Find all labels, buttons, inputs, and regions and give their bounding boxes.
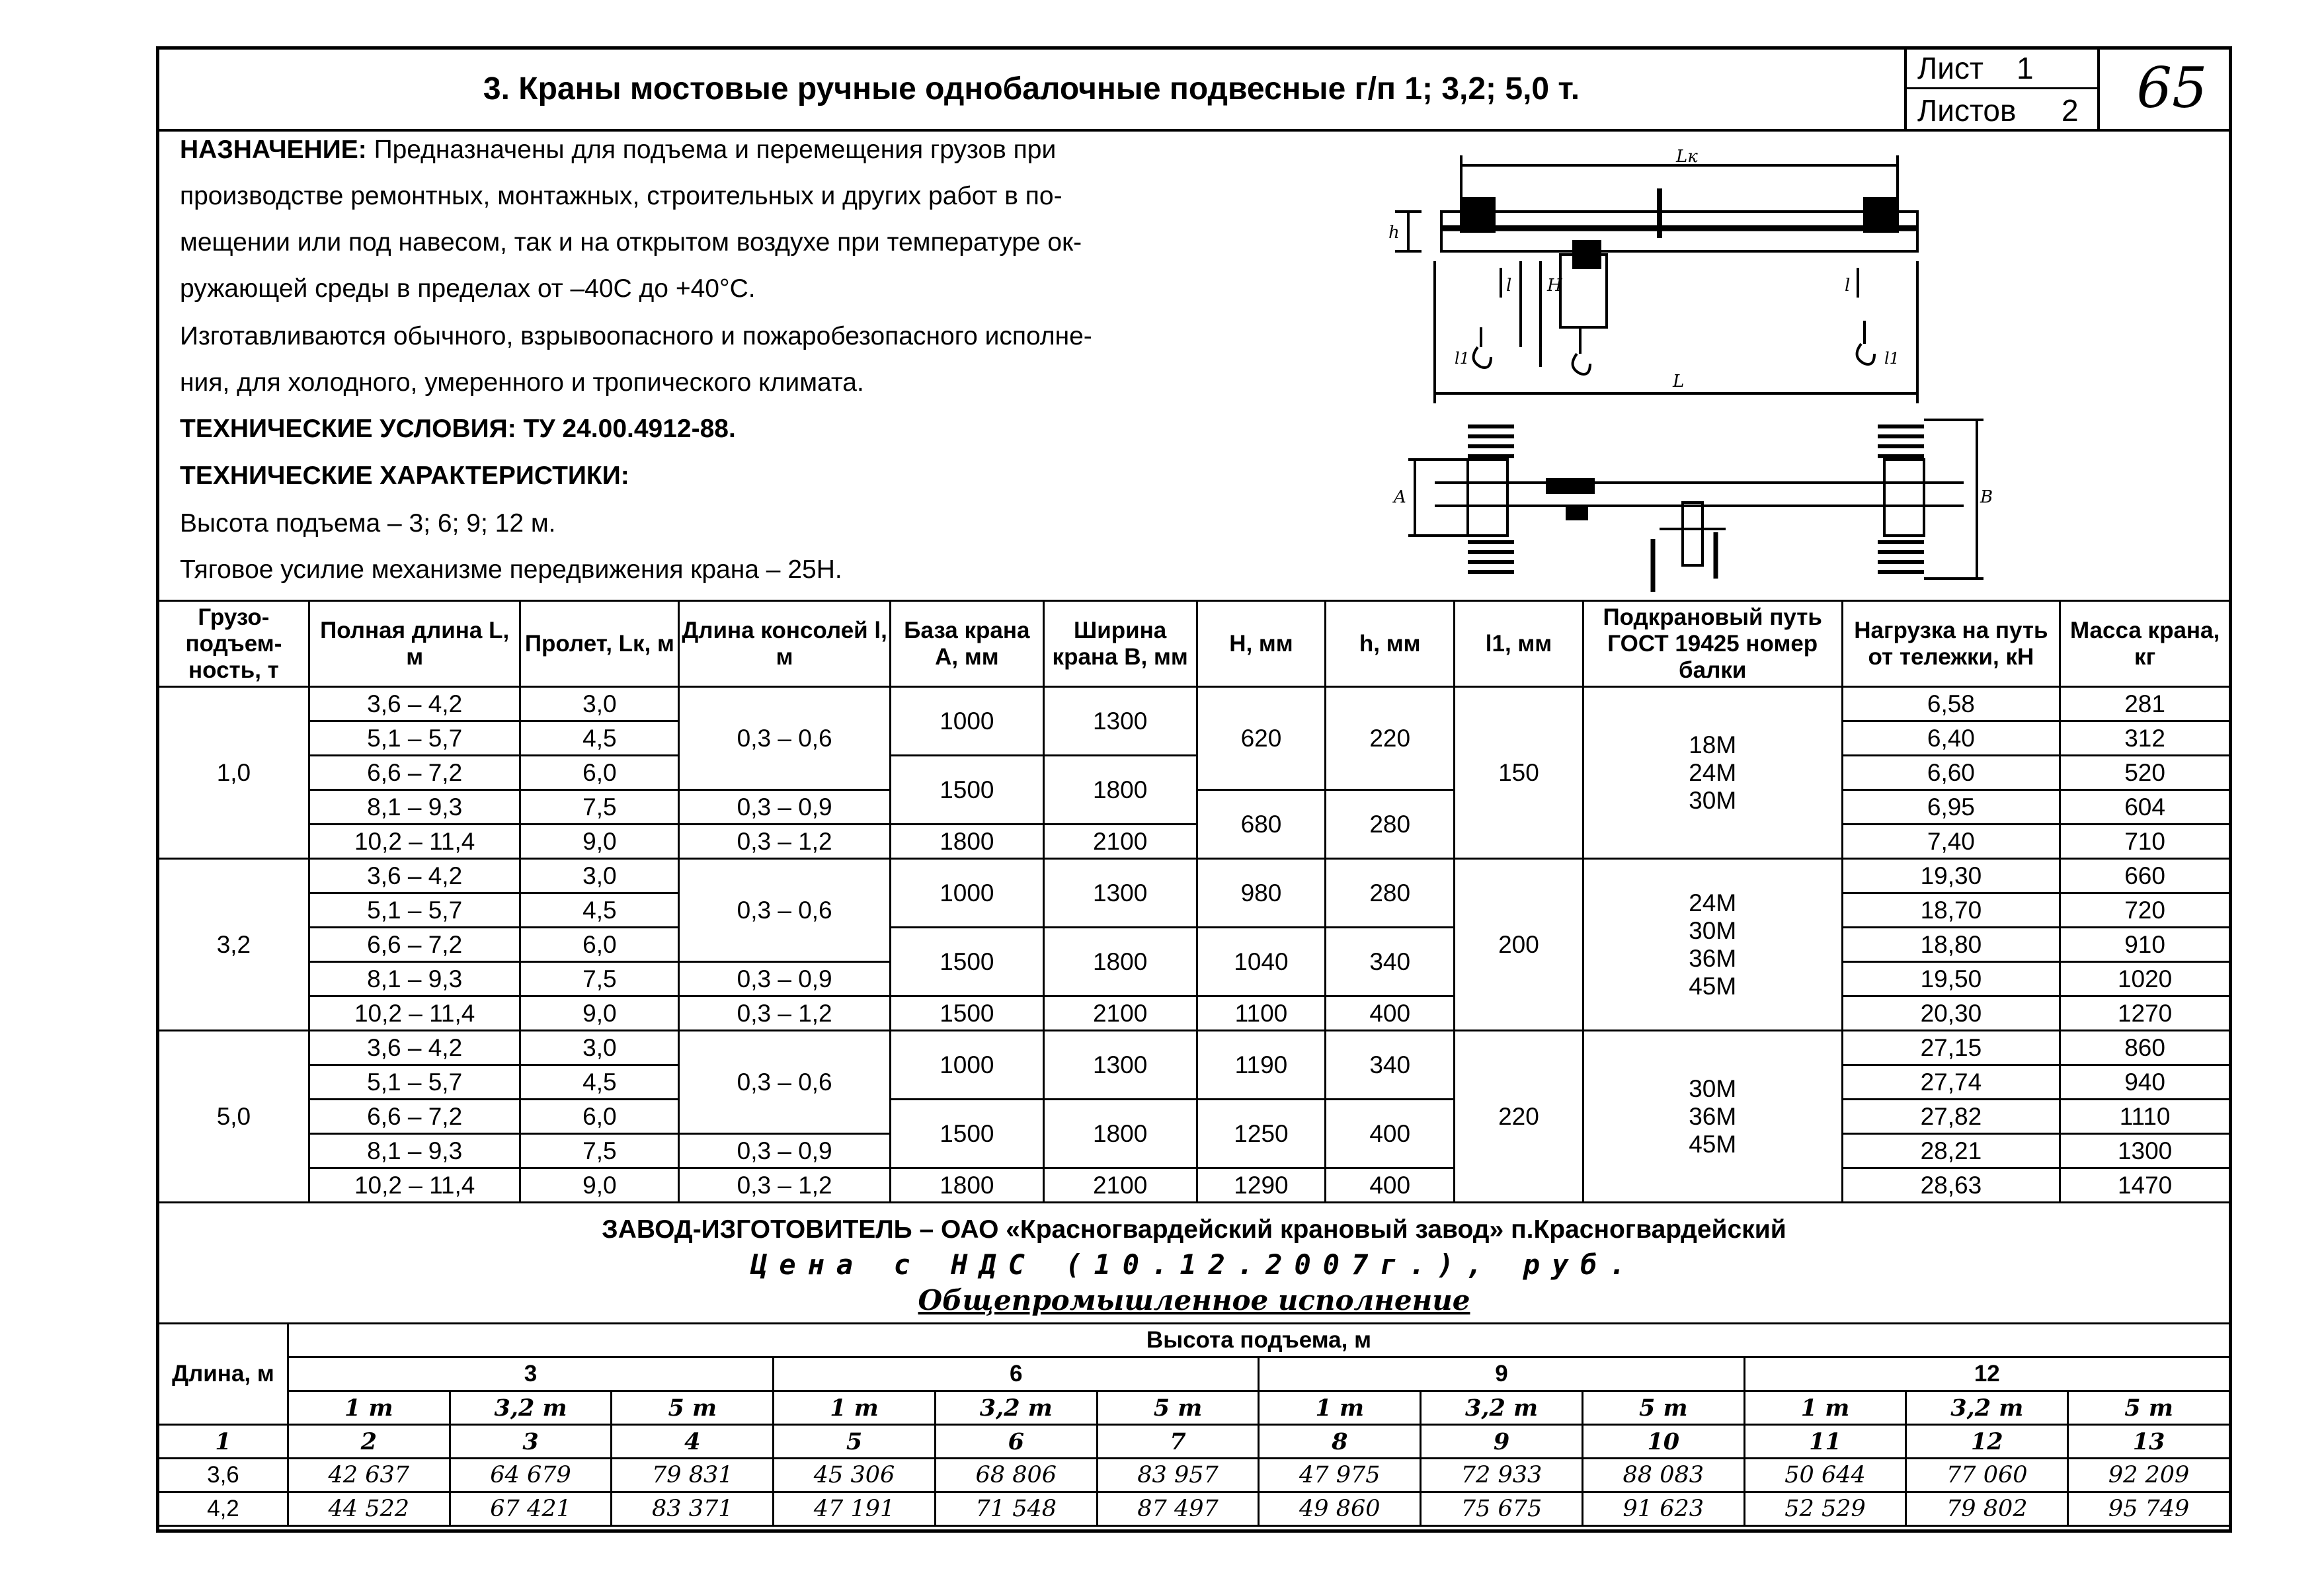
load-cell: 6,95 <box>1842 790 2060 825</box>
column-number: 3 <box>450 1425 612 1459</box>
col-header-full-length: Полная длина L, м <box>309 601 520 687</box>
H-cell: 620 <box>1197 687 1326 790</box>
beam-value: 24М <box>1689 889 1737 916</box>
price-cell: 79 831 <box>612 1459 774 1492</box>
technical-characteristics: ТЕХНИЧЕСКИЕ ХАРАКТЕРИСТИКИ: <box>180 462 629 490</box>
base-cell: 1000 <box>890 859 1043 928</box>
base-cell: 1000 <box>890 1031 1043 1100</box>
mass-cell: 1270 <box>2060 996 2230 1031</box>
mass-cell: 720 <box>2060 893 2230 928</box>
manufacturer-line: ЗАВОД-ИЗГОТОВИТЕЛЬ – ОАО «Красногвардейский крановый завод» п.Красногвардейский <box>602 1215 1786 1244</box>
length-cell: 6,6 – 7,2 <box>309 756 520 790</box>
length-header: Длина, м <box>159 1324 288 1425</box>
purpose-line-4: ружающей среды в пределах от –40С до +40°С. <box>180 274 756 303</box>
h-cell: 340 <box>1326 1031 1455 1100</box>
span-cell: 6,0 <box>520 756 679 790</box>
load-cell: 20,30 <box>1842 996 2060 1031</box>
price-cell: 68 806 <box>935 1459 1097 1492</box>
load-cell: 6,58 <box>1842 687 2060 721</box>
price-capacity-row <box>159 1391 2230 1425</box>
h-cell: 400 <box>1326 996 1455 1031</box>
capacity-cell: 5,0 <box>159 1031 309 1203</box>
pagenum-vertical-divider <box>2097 46 2100 131</box>
capacity-header: 5 т <box>2068 1391 2230 1425</box>
span-cell: 3,0 <box>520 687 679 721</box>
load-cell: 18,80 <box>1842 928 2060 962</box>
load-cell: 18,70 <box>1842 893 2060 928</box>
beam-value: 30М <box>1689 1074 1737 1102</box>
h-cell: 280 <box>1326 790 1455 859</box>
beam-value: 36М <box>1689 944 1737 972</box>
sheets-value: 2 <box>2062 93 2079 128</box>
drawing-label-h-big: H <box>1547 276 1562 296</box>
price-cell: 87 497 <box>1097 1492 1259 1526</box>
length-cell: 3,6 – 4,2 <box>309 859 520 893</box>
price-cell: 42 637 <box>288 1459 450 1492</box>
drawing-label-B: B <box>1980 487 1993 507</box>
span-cell: 3,0 <box>520 859 679 893</box>
H-cell: 980 <box>1197 859 1326 928</box>
col-header-beam: Подкрановый путь ГОСТ 19425 номер балки <box>1583 601 1842 687</box>
column-number: 2 <box>288 1425 450 1459</box>
price-table <box>157 1322 2231 1527</box>
length-cell: 5,1 – 5,7 <box>309 893 520 928</box>
sheet-label: Лист <box>1917 51 1983 85</box>
crane-top-view-drawing <box>1382 413 1997 598</box>
purpose-line-3: мещении или под навесом, так и на открытом воздухе при температуре ок- <box>180 228 1082 257</box>
drawing-label-l1-left: l1 <box>1455 349 1470 368</box>
H-cell: 1190 <box>1197 1031 1326 1100</box>
load-cell: 19,30 <box>1842 859 2060 893</box>
column-number: 7 <box>1097 1425 1259 1459</box>
mass-cell: 860 <box>2060 1031 2230 1065</box>
crane-side-view-drawing <box>1382 149 1964 407</box>
load-cell: 28,63 <box>1842 1168 2060 1203</box>
column-number: 10 <box>1582 1425 1744 1459</box>
length-cell: 5,1 – 5,7 <box>309 1065 520 1100</box>
height-value: 3 <box>288 1357 773 1391</box>
height-value: 12 <box>1744 1357 2229 1391</box>
console-cell: 0,3 – 0,6 <box>679 687 891 790</box>
length-cell: 10,2 – 11,4 <box>309 1168 520 1203</box>
base-cell: 1800 <box>890 825 1043 859</box>
price-cell: 67 421 <box>450 1492 612 1526</box>
price-title: Цена с НДС (10.12.2007г.), руб. <box>750 1248 1638 1281</box>
price-cell: 88 083 <box>1582 1459 1744 1492</box>
col-header-span: Пролет, Lк, м <box>520 601 679 687</box>
console-cell: 0,3 – 1,2 <box>679 825 891 859</box>
price-cell: 50 644 <box>1744 1459 1906 1492</box>
table-row <box>159 825 2230 859</box>
width-cell: 1300 <box>1043 1031 1197 1100</box>
width-cell: 1800 <box>1043 756 1197 825</box>
h-cell: 400 <box>1326 1100 1455 1168</box>
price-cell: 77 060 <box>1906 1459 2068 1492</box>
console-cell: 0,3 – 0,6 <box>679 859 891 962</box>
purpose-text-1: Предназначены для подъема и перемещения грузов при <box>374 136 1057 164</box>
beam-cell <box>1583 1031 1842 1203</box>
length-cell: 3,6 – 4,2 <box>309 687 520 721</box>
table-row <box>159 996 2230 1031</box>
col-header-capacity: Грузо-подъем-ность, т <box>159 601 309 687</box>
price-cell: 83 371 <box>612 1492 774 1526</box>
console-cell: 0,3 – 0,9 <box>679 790 891 825</box>
load-cell: 19,50 <box>1842 962 2060 996</box>
sheets-label: Листов <box>1917 93 2017 128</box>
console-cell: 0,3 – 0,9 <box>679 962 891 996</box>
mass-cell: 604 <box>2060 790 2230 825</box>
width-cell: 1300 <box>1043 687 1197 756</box>
beam-value: 30М <box>1689 916 1737 944</box>
beam-cell <box>1583 859 1842 1031</box>
sheet-row-divider <box>1904 87 2097 89</box>
make-line-2: ния, для холодного, умеренного и тропического климата. <box>180 368 864 397</box>
col-header-l1: l1, мм <box>1455 601 1583 687</box>
price-cell: 79 802 <box>1906 1492 2068 1526</box>
column-number: 9 <box>1421 1425 1583 1459</box>
column-number: 6 <box>935 1425 1097 1459</box>
table-row <box>159 687 2230 721</box>
span-cell: 4,5 <box>520 721 679 756</box>
length-cell: 10,2 – 11,4 <box>309 996 520 1031</box>
load-cell: 28,21 <box>1842 1134 2060 1168</box>
purpose-label: НАЗНАЧЕНИЕ: <box>180 136 367 164</box>
page-title: 3. Краны мостовые ручные однобалочные подвесные г/п 1; 3,2; 5,0 т. <box>483 71 1580 106</box>
H-cell: 1250 <box>1197 1100 1326 1168</box>
drawing-label-L: L <box>1673 372 1685 391</box>
capacity-header: 3,2 т <box>450 1391 612 1425</box>
span-cell: 9,0 <box>520 996 679 1031</box>
column-number: 8 <box>1259 1425 1421 1459</box>
price-cell: 64 679 <box>450 1459 612 1492</box>
price-cell: 83 957 <box>1097 1459 1259 1492</box>
h-cell: 220 <box>1326 687 1455 790</box>
table-row <box>159 1031 2230 1065</box>
purpose-line-1 <box>180 136 1056 165</box>
span-cell: 6,0 <box>520 928 679 962</box>
H-cell: 1040 <box>1197 928 1326 996</box>
drawing-label-l-left: l <box>1506 276 1512 296</box>
length-cell: 4,2 <box>159 1492 288 1526</box>
drawing-label-A: A <box>1394 487 1406 507</box>
capacity-header: 1 т <box>1744 1391 1906 1425</box>
height-value: 6 <box>774 1357 1259 1391</box>
price-header-row <box>159 1324 2230 1357</box>
load-cell: 6,40 <box>1842 721 2060 756</box>
beam-value: 18М <box>1689 731 1737 758</box>
load-cell: 27,15 <box>1842 1031 2060 1065</box>
mass-cell: 312 <box>2060 721 2230 756</box>
capacity-header: 1 т <box>1259 1391 1421 1425</box>
lift-height-text: Высота подъема – 3; 6; 9; 12 м. <box>180 509 556 538</box>
H-cell: 680 <box>1197 790 1326 859</box>
spec-table <box>157 600 2231 1203</box>
length-cell: 6,6 – 7,2 <box>309 1100 520 1134</box>
drawing-label-lk: Lк <box>1676 149 1698 167</box>
mass-cell: 660 <box>2060 859 2230 893</box>
span-cell: 3,0 <box>520 1031 679 1065</box>
price-cell: 71 548 <box>935 1492 1097 1526</box>
load-cell: 27,74 <box>1842 1065 2060 1100</box>
H-cell: 1100 <box>1197 996 1326 1031</box>
mass-cell: 1110 <box>2060 1100 2230 1134</box>
width-cell: 2100 <box>1043 1168 1197 1203</box>
price-cell: 91 623 <box>1582 1492 1744 1526</box>
column-number: 4 <box>612 1425 774 1459</box>
mass-cell: 1470 <box>2060 1168 2230 1203</box>
width-cell: 1800 <box>1043 928 1197 996</box>
length-cell: 8,1 – 9,3 <box>309 790 520 825</box>
load-cell: 27,82 <box>1842 1100 2060 1134</box>
col-header-h: h, мм <box>1326 601 1455 687</box>
mass-cell: 1020 <box>2060 962 2230 996</box>
column-number: 11 <box>1744 1425 1906 1459</box>
col-header-console: Длина консолей l, м <box>679 601 891 687</box>
mass-cell: 910 <box>2060 928 2230 962</box>
price-row <box>159 1459 2230 1492</box>
capacity-header: 3,2 т <box>1906 1391 2068 1425</box>
mass-cell: 710 <box>2060 825 2230 859</box>
column-number: 5 <box>774 1425 936 1459</box>
capacity-header: 5 т <box>612 1391 774 1425</box>
page-number: 65 <box>2136 56 2208 120</box>
h-cell: 400 <box>1326 1168 1455 1203</box>
length-cell: 8,1 – 9,3 <box>309 962 520 996</box>
col-header-width: Ширина крана В, мм <box>1043 601 1197 687</box>
width-cell: 1300 <box>1043 859 1197 928</box>
table-row <box>159 1168 2230 1203</box>
col-header-mass: Масса крана, кг <box>2060 601 2230 687</box>
length-cell: 3,6 <box>159 1459 288 1492</box>
height-value: 9 <box>1259 1357 1744 1391</box>
traction-text: Тяговое усилие механизме передвижения крана – 25Н. <box>180 555 842 584</box>
sheet-value: 1 <box>2017 51 2034 85</box>
span-cell: 6,0 <box>520 1100 679 1134</box>
price-cell: 92 209 <box>2068 1459 2230 1492</box>
base-cell: 1500 <box>890 996 1043 1031</box>
table-row <box>159 859 2230 893</box>
span-cell: 4,5 <box>520 893 679 928</box>
H-cell: 1290 <box>1197 1168 1326 1203</box>
console-cell: 0,3 – 1,2 <box>679 996 891 1031</box>
col-header-load: Нагрузка на путь от тележки, кН <box>1842 601 2060 687</box>
capacity-header: 1 т <box>288 1391 450 1425</box>
length-cell: 8,1 – 9,3 <box>309 1134 520 1168</box>
drawing-label-l1-right: l1 <box>1884 349 1900 368</box>
price-cell: 45 306 <box>774 1459 936 1492</box>
mass-cell: 520 <box>2060 756 2230 790</box>
drawing-label-h-small: h <box>1388 223 1400 243</box>
beam-value: 45М <box>1689 1130 1737 1158</box>
table-row <box>159 756 2230 790</box>
h-cell: 340 <box>1326 928 1455 996</box>
column-number: 1 <box>159 1425 288 1459</box>
height-header: Высота подъема, м <box>288 1324 2229 1357</box>
beam-value: 30М <box>1689 786 1737 814</box>
capacity-header: 3,2 т <box>935 1391 1097 1425</box>
table-row <box>159 928 2230 962</box>
col-header-base: База крана А, мм <box>890 601 1043 687</box>
beam-value: 45М <box>1689 972 1737 1000</box>
span-cell: 9,0 <box>520 1168 679 1203</box>
drawing-label-l-right: l <box>1845 276 1851 296</box>
col-header-H: Н, мм <box>1197 601 1326 687</box>
price-heights-row <box>159 1357 2230 1391</box>
beam-cell <box>1583 687 1842 859</box>
console-cell: 0,3 – 0,6 <box>679 1031 891 1134</box>
capacity-cell: 3,2 <box>159 859 309 1031</box>
price-cell: 47 191 <box>774 1492 936 1526</box>
l1-cell: 150 <box>1455 687 1583 859</box>
price-row <box>159 1492 2230 1526</box>
price-cell: 49 860 <box>1259 1492 1421 1526</box>
console-cell: 0,3 – 0,9 <box>679 1134 891 1168</box>
spec-header-row <box>159 601 2230 687</box>
base-cell: 1800 <box>890 1168 1043 1203</box>
load-cell: 6,60 <box>1842 756 2060 790</box>
capacity-header: 5 т <box>1097 1391 1259 1425</box>
table-row <box>159 1100 2230 1134</box>
l1-cell: 200 <box>1455 859 1583 1031</box>
beam-value: 36М <box>1689 1102 1737 1130</box>
base-cell: 1000 <box>890 687 1043 756</box>
base-cell: 1500 <box>890 756 1043 825</box>
price-cell: 44 522 <box>288 1492 450 1526</box>
capacity-cell: 1,0 <box>159 687 309 859</box>
load-cell: 7,40 <box>1842 825 2060 859</box>
length-cell: 5,1 – 5,7 <box>309 721 520 756</box>
capacity-header: 3,2 т <box>1421 1391 1583 1425</box>
width-cell: 1800 <box>1043 1100 1197 1168</box>
price-cell: 95 749 <box>2068 1492 2230 1526</box>
width-cell: 2100 <box>1043 825 1197 859</box>
version-title: Общепромышленное исполнение <box>918 1284 1470 1316</box>
width-cell: 2100 <box>1043 996 1197 1031</box>
beam-value: 24М <box>1689 758 1737 786</box>
capacity-header: 1 т <box>774 1391 936 1425</box>
purpose-line-2: производстве ремонтных, монтажных, строительных и других работ в по- <box>180 182 1062 210</box>
span-cell: 7,5 <box>520 790 679 825</box>
price-cell: 47 975 <box>1259 1459 1421 1492</box>
base-cell: 1500 <box>890 928 1043 996</box>
column-number-row <box>159 1425 2230 1459</box>
capacity-header: 5 т <box>1582 1391 1744 1425</box>
price-cell: 75 675 <box>1421 1492 1583 1526</box>
base-cell: 1500 <box>890 1100 1043 1168</box>
span-cell: 7,5 <box>520 1134 679 1168</box>
l1-cell: 220 <box>1455 1031 1583 1203</box>
length-cell: 6,6 – 7,2 <box>309 928 520 962</box>
column-number: 12 <box>1906 1425 2068 1459</box>
price-cell: 52 529 <box>1744 1492 1906 1526</box>
mass-cell: 281 <box>2060 687 2230 721</box>
technical-conditions: ТЕХНИЧЕСКИЕ УСЛОВИЯ: ТУ 24.00.4912-88. <box>180 415 736 443</box>
length-cell: 10,2 – 11,4 <box>309 825 520 859</box>
h-cell: 280 <box>1326 859 1455 928</box>
mass-cell: 940 <box>2060 1065 2230 1100</box>
mass-cell: 1300 <box>2060 1134 2230 1168</box>
price-cell: 72 933 <box>1421 1459 1583 1492</box>
span-cell: 4,5 <box>520 1065 679 1100</box>
make-line-1: Изготавливаются обычного, взрывоопасного и пожаробезопасного исполне- <box>180 322 1092 350</box>
span-cell: 7,5 <box>520 962 679 996</box>
span-cell: 9,0 <box>520 825 679 859</box>
length-cell: 3,6 – 4,2 <box>309 1031 520 1065</box>
console-cell: 0,3 – 1,2 <box>679 1168 891 1203</box>
column-number: 13 <box>2068 1425 2230 1459</box>
